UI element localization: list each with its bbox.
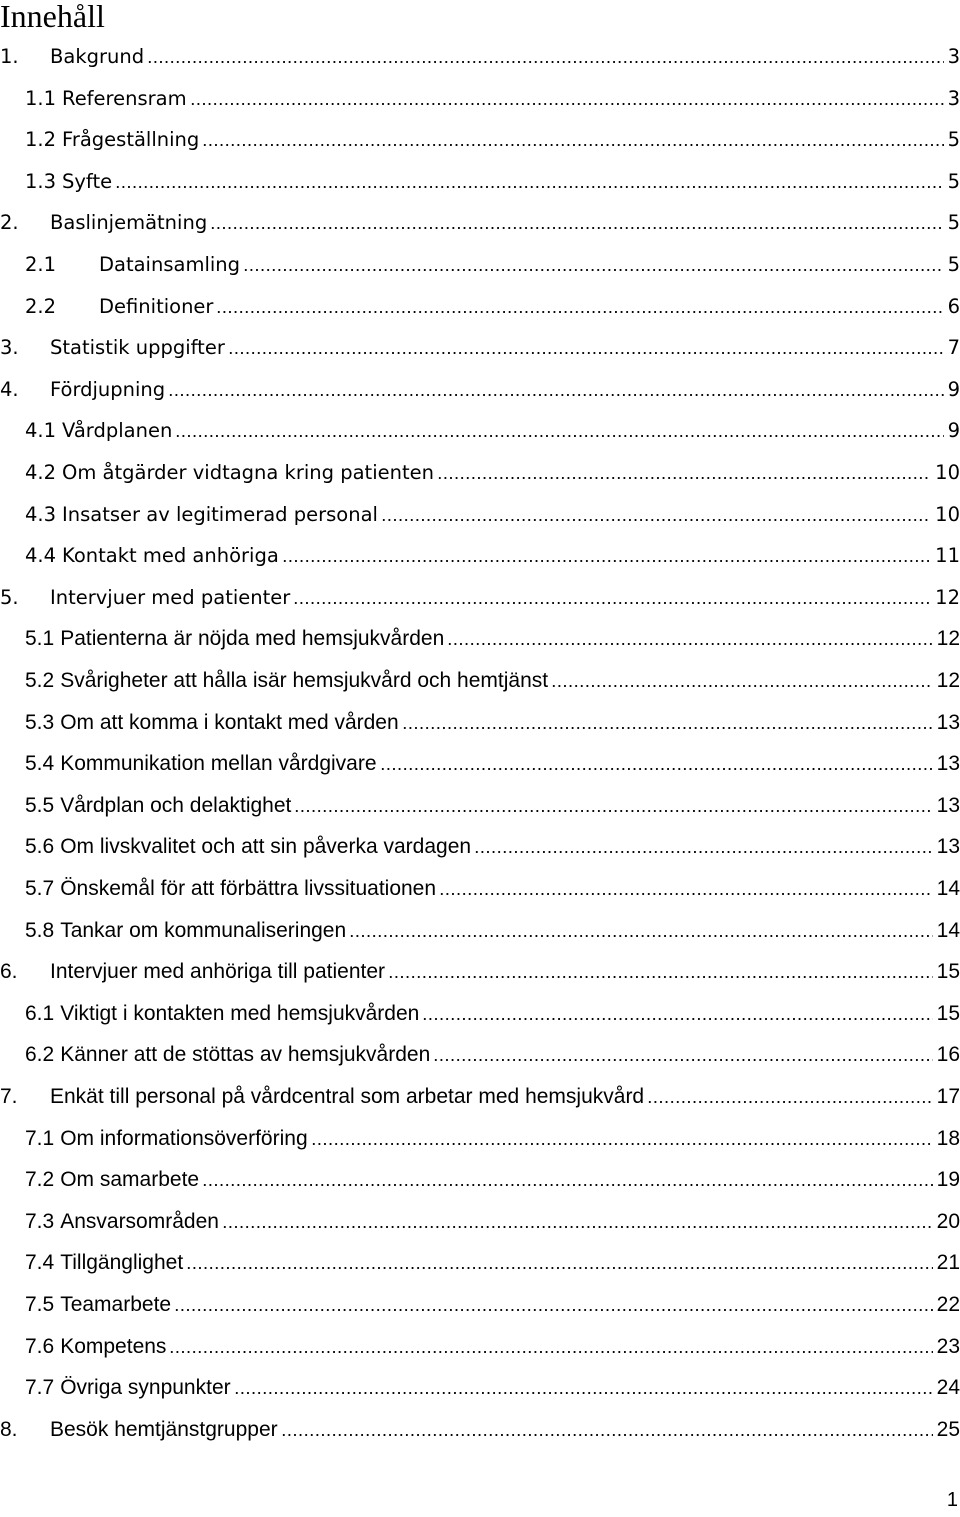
- toc-entry[interactable]: [0, 1205, 960, 1235]
- toc-entry-page: 12: [935, 585, 960, 609]
- toc-entry-label: Om att komma i kontakt med vården: [60, 710, 399, 734]
- toc-entry-number: 4.1: [25, 419, 57, 443]
- dot-leader: [210, 226, 943, 230]
- toc-entry[interactable]: [0, 872, 960, 902]
- toc-entry-number: 7.3: [25, 1209, 55, 1233]
- toc-entry-label: Bakgrund: [50, 45, 145, 68]
- toc-entry-page: 3: [947, 86, 960, 110]
- toc-entry-page: 15: [936, 1001, 960, 1025]
- toc-entry[interactable]: [0, 123, 960, 153]
- toc-entry-number: 4.3: [25, 502, 57, 526]
- toc-entry-number: 7.2: [25, 1168, 55, 1192]
- toc-entry[interactable]: [0, 1080, 960, 1110]
- dot-leader: [234, 1391, 933, 1395]
- toc-entry-label: Vårdplanen: [62, 419, 173, 443]
- dot-leader: [349, 934, 932, 938]
- toc-entry-label: Vårdplan och delaktighet: [60, 793, 292, 817]
- toc-entry[interactable]: [0, 498, 960, 528]
- dot-leader: [388, 975, 933, 979]
- toc-entry-number: 7.7: [25, 1376, 55, 1400]
- dot-leader: [281, 1433, 933, 1437]
- toc-entry[interactable]: [0, 1246, 960, 1276]
- toc-entry-number: 5.2: [25, 669, 55, 692]
- toc-entry-label: Baslinjemätning: [50, 211, 208, 235]
- toc-entry[interactable]: [0, 581, 960, 611]
- toc-entry[interactable]: [0, 165, 960, 195]
- toc-entry[interactable]: [0, 1413, 960, 1443]
- dot-leader: [202, 143, 943, 147]
- dot-leader: [402, 726, 933, 730]
- toc-entry-page: 24: [936, 1376, 960, 1400]
- toc-entry[interactable]: [0, 1371, 960, 1401]
- toc-entry-label: Kommunikation mellan vårdgivare: [60, 752, 377, 776]
- toc-entry-number: 2.1: [25, 253, 57, 276]
- toc-entry[interactable]: [0, 290, 960, 320]
- toc-entry-number: 5.8: [25, 918, 55, 942]
- dot-leader: [169, 1350, 932, 1354]
- toc-entry-label: Kompetens: [60, 1334, 167, 1358]
- toc-entry-label: Känner att de stöttas av hemsjukvården: [60, 1043, 431, 1067]
- toc-entry-label: Önskemål för att förbättra livssituationen: [60, 877, 437, 900]
- toc-entry-label: Intervjuer med patienter: [50, 585, 291, 609]
- toc-entry-label: Tillgänglighet: [60, 1251, 184, 1275]
- toc-entry-page: 14: [936, 918, 960, 942]
- dot-leader: [174, 1308, 933, 1312]
- toc-entry-page: 20: [936, 1209, 960, 1233]
- toc-entry-number: 5.7: [25, 877, 55, 900]
- toc-entry-number: 5.1: [25, 627, 55, 651]
- toc-entry-label: Definitioner: [99, 294, 214, 318]
- toc-entry-number: 5.4: [25, 752, 55, 776]
- toc-entry-number: 1.: [0, 45, 19, 68]
- dot-leader: [294, 809, 932, 813]
- toc-entry-label: Kontakt med anhöriga: [62, 544, 279, 568]
- toc-entry-page: 13: [936, 710, 960, 734]
- dot-leader: [551, 684, 933, 688]
- toc-entry[interactable]: [0, 622, 960, 652]
- toc-entry-page: 23: [936, 1334, 960, 1358]
- toc-entry-page: 10: [935, 502, 960, 526]
- toc-entry-label: Statistik uppgifter: [50, 336, 225, 360]
- page-title: Innehåll: [0, 0, 105, 34]
- toc-entry-number: 4.: [0, 377, 19, 401]
- toc-entry-page: 5: [947, 253, 960, 276]
- toc-entry[interactable]: [0, 997, 960, 1027]
- toc-entry-page: 5: [947, 128, 960, 152]
- dot-leader: [647, 1100, 933, 1104]
- toc-entry[interactable]: [0, 1038, 960, 1068]
- toc-entry-page: 5: [947, 211, 960, 235]
- toc-entry-number: 3.: [0, 336, 19, 360]
- toc-entry-label: Svårigheter att hålla isär hemsjukvård och hemtjänst: [60, 669, 549, 692]
- toc-entry[interactable]: [0, 914, 960, 944]
- toc-entry[interactable]: [0, 373, 960, 403]
- toc-entry-label: Datainsamling: [99, 253, 241, 276]
- toc-entry-label: Frågeställning: [62, 128, 200, 152]
- toc-entry[interactable]: [0, 706, 960, 736]
- dot-leader: [439, 892, 933, 896]
- toc-entry-number: 7.6: [25, 1334, 55, 1358]
- dot-leader: [474, 850, 933, 854]
- toc-entry-number: 5.6: [25, 835, 55, 859]
- toc-entry-label: Om informationsöverföring: [60, 1126, 308, 1150]
- toc-entry-label: Enkät till personal på vårdcentral som arbetar med hemsjukvård: [50, 1085, 645, 1108]
- dot-leader: [222, 1225, 933, 1229]
- dot-leader: [437, 476, 931, 480]
- toc-entry-page: 19: [936, 1168, 960, 1192]
- toc-entry-number: 1.2: [25, 128, 57, 152]
- toc-entry-page: 13: [936, 752, 960, 776]
- dot-leader: [228, 351, 944, 355]
- dot-leader: [381, 518, 931, 522]
- toc-entry-page: 5: [947, 169, 960, 193]
- toc-entry-page: 10: [935, 461, 960, 484]
- dot-leader: [186, 1266, 932, 1270]
- toc-entry-number: 2.2: [25, 294, 57, 318]
- toc-entry-number: 6.: [0, 960, 18, 984]
- toc-entry-page: 16: [936, 1043, 960, 1067]
- toc-entry[interactable]: [0, 1122, 960, 1152]
- dot-leader: [175, 434, 943, 438]
- toc-entry[interactable]: [0, 331, 960, 361]
- dot-leader: [115, 185, 943, 189]
- toc-entry[interactable]: [0, 664, 960, 694]
- toc-entry-page: 7: [947, 336, 960, 360]
- toc-entry-page: 13: [936, 835, 960, 859]
- toc-entry-label: Fördjupning: [50, 377, 166, 401]
- toc-entry[interactable]: [0, 830, 960, 860]
- toc-entry-label: Om åtgärder vidtagna kring patienten: [62, 461, 434, 484]
- toc-entry[interactable]: [0, 539, 960, 569]
- page-number: 1: [946, 1489, 958, 1511]
- dot-leader: [282, 559, 931, 563]
- toc-entry-label: Syfte: [62, 169, 113, 193]
- toc-entry-label: Viktigt i kontakten med hemsjukvården: [60, 1001, 420, 1025]
- toc-entry-number: 7.4: [25, 1251, 55, 1275]
- toc-entry[interactable]: [0, 82, 960, 112]
- toc-entry[interactable]: [0, 40, 960, 70]
- toc-entry-label: Besök hemtjänstgrupper: [50, 1417, 278, 1441]
- dot-leader: [422, 1017, 932, 1021]
- toc-entry-number: 7.5: [25, 1293, 55, 1316]
- toc-entry[interactable]: [0, 789, 960, 819]
- dot-leader: [202, 1183, 933, 1187]
- toc-entry-page: 18: [936, 1126, 960, 1150]
- toc-entry-page: 12: [936, 627, 960, 651]
- toc-entry-label: Referensram: [62, 86, 187, 110]
- toc-entry-page: 15: [936, 960, 960, 984]
- toc-entry-number: 5.3: [25, 710, 55, 734]
- toc-entry-label: Om samarbete: [60, 1168, 200, 1192]
- toc-entry-label: Patienterna är nöjda med hemsjukvården: [60, 627, 445, 651]
- toc-entry-page: 21: [936, 1251, 960, 1275]
- toc-entry-label: Om livskvalitet och att sin påverka vardagen: [60, 835, 472, 859]
- toc-entry[interactable]: [0, 1330, 960, 1360]
- toc-entry-number: 2.: [0, 211, 19, 235]
- toc-entry-page: 11: [935, 544, 960, 568]
- toc-entry[interactable]: [0, 1288, 960, 1318]
- toc-entry-page: 13: [936, 793, 960, 817]
- toc-entry-page: 17: [936, 1085, 960, 1108]
- toc-entry-number: 5.5: [25, 793, 55, 817]
- dot-leader: [216, 310, 943, 314]
- dot-leader: [433, 1058, 932, 1062]
- dot-leader: [147, 60, 943, 64]
- toc-entry-page: 12: [936, 669, 960, 692]
- toc-entry-page: 9: [947, 377, 960, 401]
- toc-entry-number: 1.1: [25, 86, 57, 110]
- toc-entry-number: 7.1: [25, 1126, 55, 1150]
- toc-entry-page: 9: [947, 419, 960, 443]
- toc-entry-label: Ansvarsområden: [60, 1209, 219, 1233]
- dot-leader: [168, 393, 943, 397]
- toc-entry-label: Intervjuer med anhöriga till patienter: [50, 960, 386, 984]
- toc-entry-number: 4.4: [25, 544, 57, 568]
- toc-entry-label: Teamarbete: [60, 1293, 172, 1316]
- toc-entry[interactable]: [0, 206, 960, 236]
- toc-entry-number: 5.: [0, 585, 19, 609]
- toc-entry-number: 4.2: [25, 461, 57, 484]
- dot-leader: [447, 642, 932, 646]
- toc-entry-page: 6: [947, 294, 960, 318]
- toc-entry-label: Tankar om kommunaliseringen: [60, 918, 347, 942]
- dot-leader: [380, 767, 933, 771]
- toc-entry[interactable]: [0, 456, 960, 486]
- dot-leader: [190, 102, 944, 106]
- toc-entry[interactable]: [0, 248, 960, 278]
- dot-leader: [311, 1142, 933, 1146]
- dot-leader: [243, 268, 944, 272]
- toc-entry-page: 22: [936, 1293, 960, 1316]
- toc-entry-page: 3: [947, 45, 960, 68]
- toc-entry-number: 7.: [0, 1085, 18, 1108]
- toc-entry-number: 6.1: [25, 1001, 55, 1025]
- toc-entry-number: 1.3: [25, 169, 57, 193]
- toc-entry-label: Övriga synpunkter: [60, 1376, 231, 1400]
- toc-entry[interactable]: [0, 955, 960, 985]
- toc-entry-label: Insatser av legitimerad personal: [62, 502, 378, 526]
- toc-entry[interactable]: [0, 414, 960, 444]
- toc-entry-number: 8.: [0, 1417, 18, 1441]
- dot-leader: [293, 601, 931, 605]
- toc-entry-number: 6.2: [25, 1043, 55, 1067]
- toc-entry-page: 25: [936, 1417, 960, 1441]
- toc-entry[interactable]: [0, 747, 960, 777]
- toc-entry-page: 14: [936, 877, 960, 900]
- toc-entry[interactable]: [0, 1163, 960, 1193]
